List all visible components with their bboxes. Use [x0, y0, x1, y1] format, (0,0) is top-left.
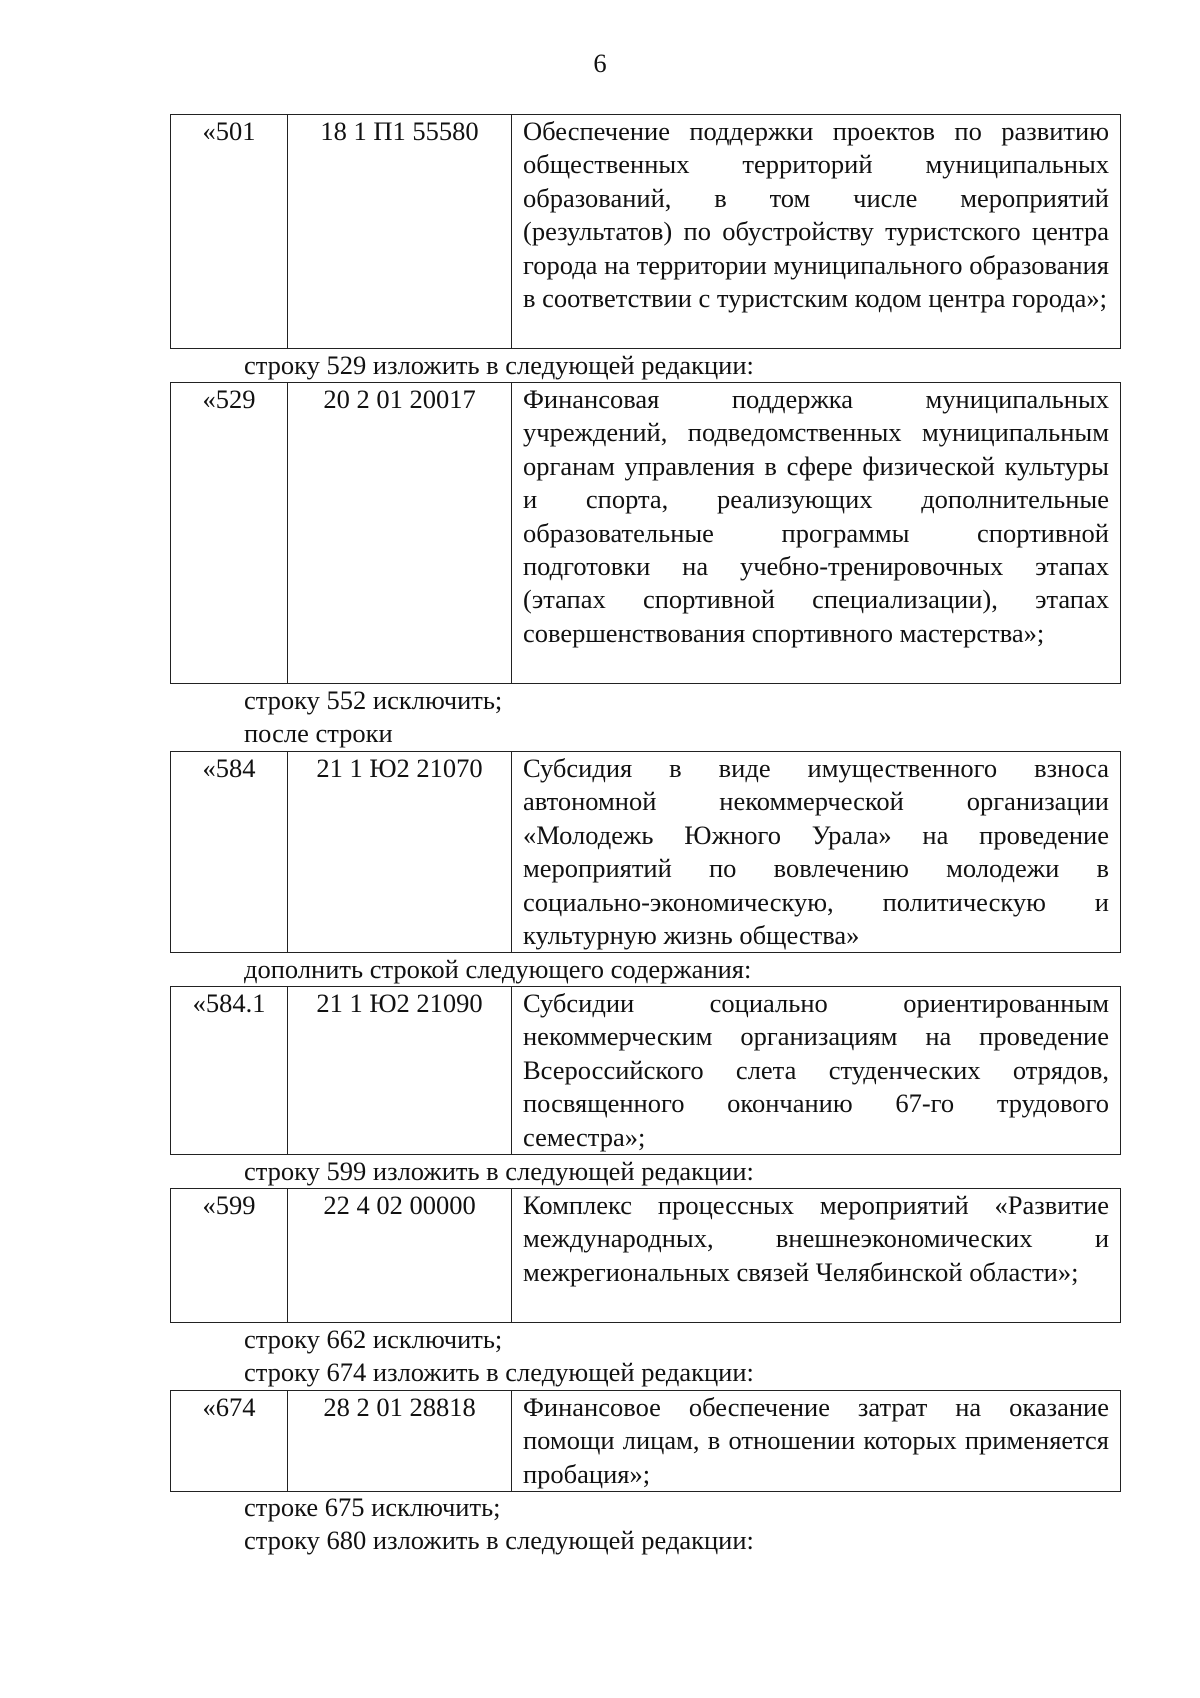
row-number-cell: «584 [171, 752, 288, 953]
page-number: 6 [593, 48, 607, 78]
description-cell: Финансовое обеспечение затрат на оказание помощи лицам, в отношении которых применяется пробация»; [512, 1391, 1121, 1492]
table-row [171, 115, 1121, 349]
instruction-line: строку 674 изложить в следующей редакции: [244, 1357, 754, 1387]
table-row [171, 1189, 1121, 1323]
description-cell: Субсидия в виде имущественного взноса автономной некоммерческой организации «Молодежь Южного Урала» на проведение мероприятий по вовлечению молодежи в социально-экономическую, политическую и культурную жизнь общества» [512, 752, 1121, 953]
table-row [171, 383, 1121, 684]
entry-table-584 [170, 751, 1121, 953]
description-cell: Комплекс процессных мероприятий «Развитие международных, внешнеэкономических и межрегиональных связей Челябинской области»; [512, 1189, 1121, 1323]
table-row [171, 1391, 1121, 1492]
row-number-cell: «529 [171, 383, 288, 684]
budget-code-cell: 18 1 П1 55580 [288, 115, 512, 349]
table-row [171, 987, 1121, 1155]
entry-table-674 [170, 1390, 1121, 1492]
description-cell: Субсидии социально ориентированным некоммерческим организациям на проведение Всероссийского слета студенческих отрядов, посвященного окончанию 67-го трудового семестра»; [512, 987, 1121, 1155]
entry-table-501 [170, 114, 1121, 349]
table-row [171, 752, 1121, 953]
instruction-line: строку 552 исключить; [244, 685, 503, 715]
row-number-cell: «584.1 [171, 987, 288, 1155]
instruction-line: строку 529 изложить в следующей редакции: [244, 350, 754, 380]
entry-table-599 [170, 1188, 1121, 1323]
row-number-cell: «501 [171, 115, 288, 349]
entry-table-529 [170, 382, 1121, 684]
instruction-line: после строки [244, 718, 393, 748]
budget-code-cell: 21 1 Ю2 21090 [288, 987, 512, 1155]
entry-table-584-1 [170, 986, 1121, 1155]
description-cell: Финансовая поддержка муниципальных учреждений, подведомственных муниципальным органам управления в сфере физической культуры и спорта, реализующих дополнительные образовательные программы спортивной подготовки на учебно-тренировочных этапах (этапах спортивной специализации), этапах совершенствования спортивного мастерства»; [512, 383, 1121, 684]
row-number-cell: «599 [171, 1189, 288, 1323]
budget-code-cell: 22 4 02 00000 [288, 1189, 512, 1323]
instruction-line: дополнить строкой следующего содержания: [244, 954, 752, 984]
budget-code-cell: 21 1 Ю2 21070 [288, 752, 512, 953]
description-cell: Обеспечение поддержки проектов по развитию общественных территорий муниципальных образований, в том числе мероприятий (результатов) по обустройству туристского центра города на территории муниципального образования в соответствии с туристским кодом центра города»; [512, 115, 1121, 349]
budget-code-cell: 20 2 01 20017 [288, 383, 512, 684]
instruction-line: строку 599 изложить в следующей редакции: [244, 1156, 754, 1186]
row-number-cell: «674 [171, 1391, 288, 1492]
instruction-line: строке 675 исключить; [244, 1492, 501, 1522]
instruction-line: строку 662 исключить; [244, 1324, 503, 1354]
instruction-line: строку 680 изложить в следующей редакции: [244, 1525, 754, 1555]
budget-code-cell: 28 2 01 28818 [288, 1391, 512, 1492]
